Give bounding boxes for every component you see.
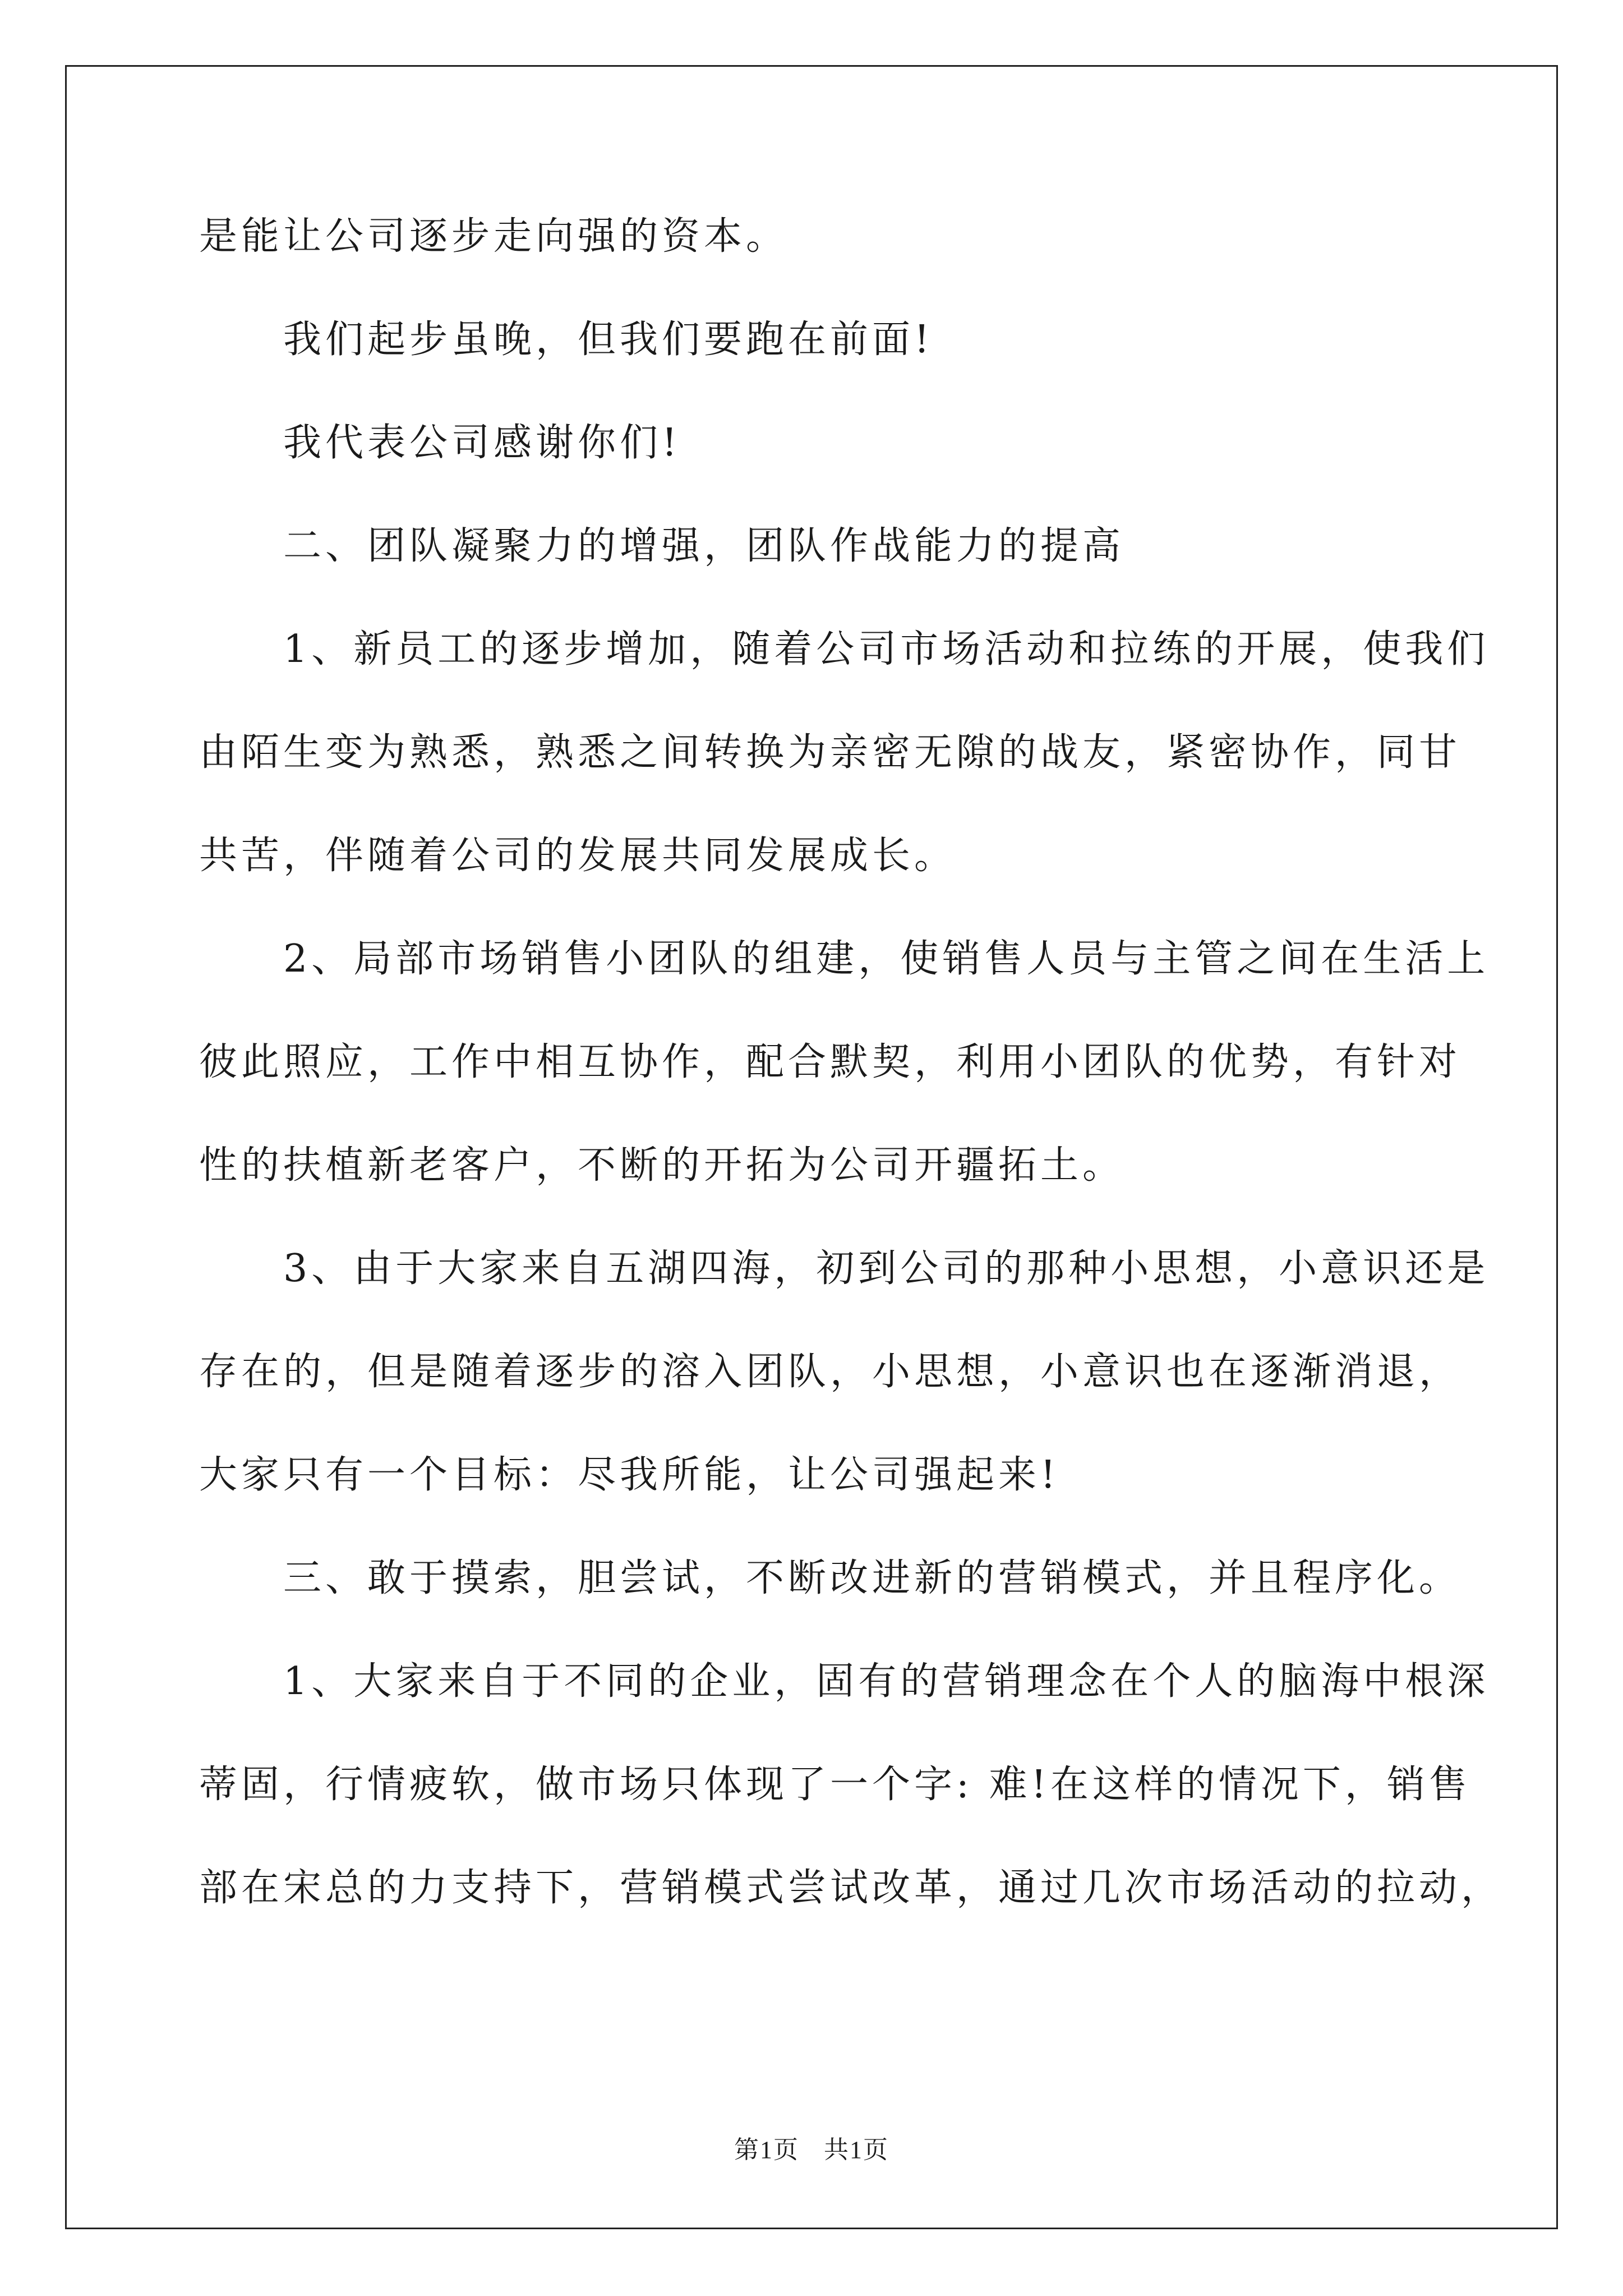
document-body [199,185,1504,1940]
page-number: 第1页 [734,2136,799,2164]
total-pages: 共1页 [824,2136,889,2164]
text-line: 大家只有一个目标：尽我所能，让公司强起来! [199,1453,1060,1497]
text-line: 我代表公司感谢你们! [283,421,681,465]
text-line: 1、大家来自于不同的企业，固有的营销理念在个人的脑海中根深 [283,1659,1490,1704]
text-line: 3、由于大家来自五湖四海，初到公司的那种小思想，小意识还是 [283,1246,1490,1291]
text-line: 存在的，但是随着逐步的溶入团队，小思想，小意识也在逐渐消退， [199,1350,1461,1394]
text-line: 由陌生变为熟悉，熟悉之间转换为亲密无隙的战友，紧密协作，同甘 [199,730,1461,775]
text-line: 性的扶植新老客户，不断的开拓为公司开疆拓土。 [199,1143,1125,1188]
text-line: 2、局部市场销售小团队的组建，使销售人员与主管之间在生活上 [283,937,1490,981]
text-line: 我们起步虽晚，但我们要跑在前面! [283,318,934,362]
text-line: 部在宋总的力支持下，营销模式尝试改革，通过几次市场活动的拉动， [199,1866,1504,1910]
section-heading: 三、敢于摸索，胆尝试，不断改进新的营销模式，并且程序化。 [283,1556,1461,1600]
text-line: 是能让公司逐步走向强的资本。 [199,214,789,259]
text-line: 1、新员工的逐步增加，随着公司市场活动和拉练的开展，使我们 [283,627,1490,671]
text-line: 蒂固，行情疲软，做市场只体现了一个字: 难!在这样的情况下，销售 [199,1763,1471,1807]
page-footer [0,2129,1623,2165]
text-line: 彼此照应，工作中相互协作，配合默契，利用小团队的优势，有针对 [199,1040,1461,1084]
text-line: 共苦，伴随着公司的发展共同发展成长。 [199,834,957,878]
section-heading: 二、团队凝聚力的增强，团队作战能力的提高 [283,524,1125,568]
